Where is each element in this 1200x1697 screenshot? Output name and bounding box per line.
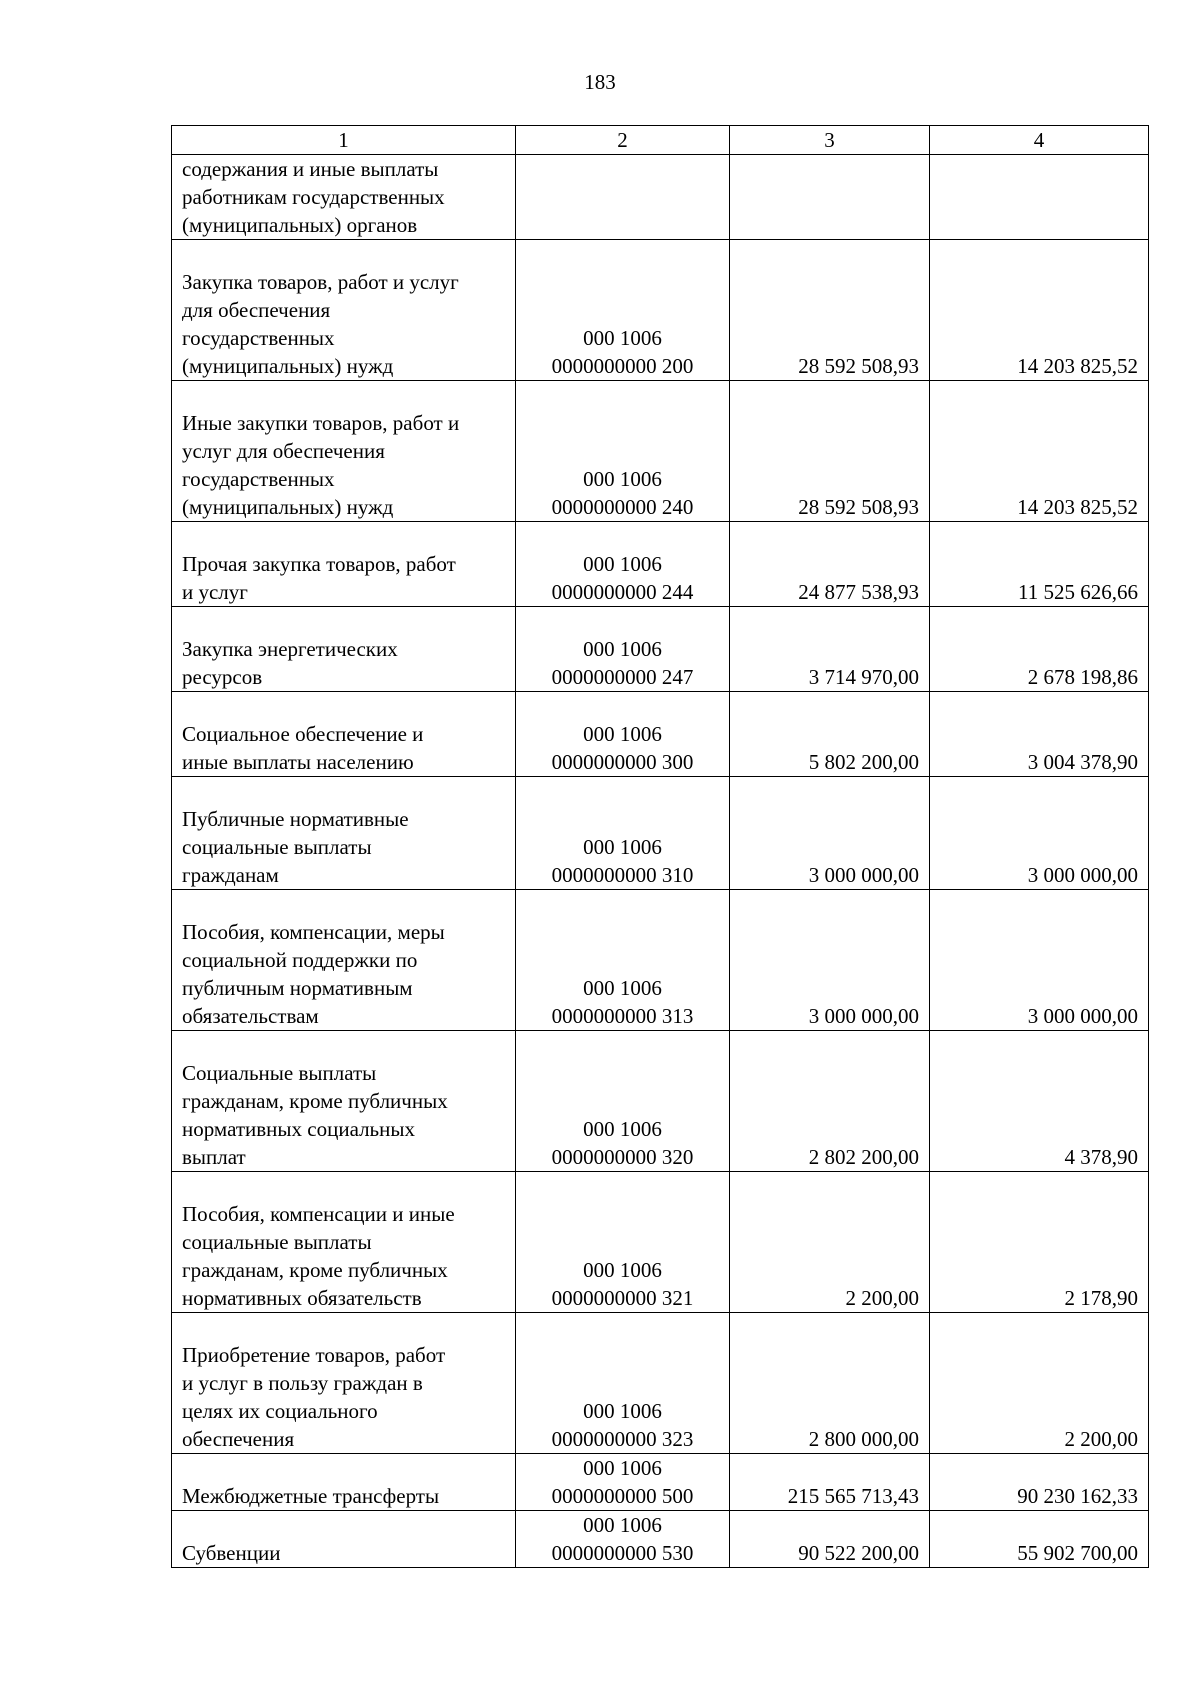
code-line: 000 1006	[583, 1258, 662, 1282]
item-name-line: нормативных социальных	[182, 1117, 415, 1141]
item-name-line: гражданам, кроме публичных	[182, 1089, 448, 1113]
item-name-line: Публичные нормативные	[182, 807, 409, 831]
item-name-line: социальной поддержки по	[182, 948, 418, 972]
amount-col3-cell: 5 802 200,00	[730, 692, 930, 777]
classification-code-cell	[516, 522, 730, 607]
classification-code-cell	[516, 155, 730, 240]
table-row	[172, 607, 1149, 692]
page-number: 183	[584, 70, 616, 94]
item-name-line: содержания и иные выплаты	[182, 157, 439, 181]
classification-code-cell	[516, 607, 730, 692]
item-name-cell	[172, 777, 516, 890]
item-name-line	[182, 777, 505, 805]
item-name-line	[182, 240, 505, 268]
code-line: 000 1006	[583, 976, 662, 1000]
code-line: 0000000000 320	[551, 1145, 694, 1169]
item-name-line: ресурсов	[182, 665, 263, 689]
code-line: 000 1006	[583, 1117, 662, 1141]
item-name-line: иные выплаты населению	[182, 750, 414, 774]
table-row	[172, 522, 1149, 607]
table-body	[172, 126, 1149, 1568]
code-line: 000 1006	[583, 552, 662, 576]
table-row	[172, 1313, 1149, 1454]
amount-col4-cell: 2 200,00	[930, 1313, 1149, 1454]
amount-col4-cell: 4 378,90	[930, 1031, 1149, 1172]
column-header: 1	[172, 126, 516, 155]
amount-col4-cell: 3 000 000,00	[930, 777, 1149, 890]
amount-col4-cell: 2 678 198,86	[930, 607, 1149, 692]
item-name-line: государственных	[182, 467, 335, 491]
amount-col3-cell: 24 877 538,93	[730, 522, 930, 607]
code-line: 0000000000 240	[551, 495, 694, 519]
item-name-line: публичным нормативным	[182, 976, 413, 1000]
amount-col3-cell: 215 565 713,43	[730, 1454, 930, 1511]
item-name-line	[182, 522, 505, 550]
item-name-cell	[172, 1511, 516, 1568]
code-line: 000 1006	[583, 835, 662, 859]
amount-col4-cell: 2 178,90	[930, 1172, 1149, 1313]
classification-code-cell	[516, 240, 730, 381]
column-header: 2	[516, 126, 730, 155]
code-line: 0000000000 530	[551, 1541, 694, 1565]
amount-col4-cell: 11 525 626,66	[930, 522, 1149, 607]
item-name-cell	[172, 1031, 516, 1172]
classification-code-cell	[516, 692, 730, 777]
amount-col3-cell: 2 800 000,00	[730, 1313, 930, 1454]
code-line: 000 1006	[583, 467, 662, 491]
item-name-line	[182, 890, 505, 918]
item-name-line: (муниципальных) нужд	[182, 354, 394, 378]
item-name-line: государственных	[182, 326, 335, 350]
amount-col3-cell: 28 592 508,93	[730, 381, 930, 522]
item-name-cell	[172, 522, 516, 607]
item-name-line: (муниципальных) нужд	[182, 495, 394, 519]
code-line: 000 1006	[583, 722, 662, 746]
table-row	[172, 777, 1149, 890]
item-name-line	[182, 692, 505, 720]
item-name-line: (муниципальных) органов	[182, 213, 418, 237]
item-name-line: нормативных обязательств	[182, 1286, 422, 1310]
item-name-line: для обеспечения	[182, 298, 331, 322]
item-name-line: Закупка энергетических	[182, 637, 398, 661]
table-row	[172, 1511, 1149, 1568]
item-name-line: и услуг в пользу граждан в	[182, 1371, 423, 1395]
column-header: 4	[930, 126, 1149, 155]
table-row	[172, 1454, 1149, 1511]
item-name-line: Закупка товаров, работ и услуг	[182, 270, 459, 294]
item-name-line: Межбюджетные трансферты	[182, 1484, 440, 1508]
code-line: 000 1006	[583, 1399, 662, 1423]
item-name-line	[182, 1172, 505, 1200]
classification-code-cell	[516, 1172, 730, 1313]
table-row	[172, 692, 1149, 777]
item-name-line: работникам государственных	[182, 185, 445, 209]
classification-code-cell	[516, 1454, 730, 1511]
table-row	[172, 1172, 1149, 1313]
item-name-line	[182, 1313, 505, 1341]
item-name-line: обязательствам	[182, 1004, 319, 1028]
table-row	[172, 381, 1149, 522]
classification-code-cell	[516, 777, 730, 890]
code-line: 0000000000 310	[551, 863, 694, 887]
table-row	[172, 240, 1149, 381]
code-line: 0000000000 244	[551, 580, 694, 604]
amount-col3-cell: 3 714 970,00	[730, 607, 930, 692]
classification-code-cell	[516, 381, 730, 522]
item-name-cell	[172, 1172, 516, 1313]
column-header: 3	[730, 126, 930, 155]
table-row	[172, 890, 1149, 1031]
classification-code-cell	[516, 1511, 730, 1568]
item-name-line: гражданам	[182, 863, 279, 887]
item-name-cell	[172, 1313, 516, 1454]
item-name-cell	[172, 692, 516, 777]
item-name-line: Субвенции	[182, 1541, 281, 1565]
code-line: 0000000000 500	[551, 1484, 694, 1508]
amount-col3-cell: 2 200,00	[730, 1172, 930, 1313]
amount-col3-cell: 2 802 200,00	[730, 1031, 930, 1172]
amount-col3-cell: 3 000 000,00	[730, 890, 930, 1031]
code-line: 0000000000 313	[551, 1004, 694, 1028]
item-name-cell	[172, 240, 516, 381]
item-name-line: Социальное обеспечение и	[182, 722, 424, 746]
amount-col4-cell	[930, 155, 1149, 240]
amount-col3-cell: 90 522 200,00	[730, 1511, 930, 1568]
budget-table	[171, 125, 1149, 1568]
item-name-line: Прочая закупка товаров, работ	[182, 552, 456, 576]
classification-code-cell	[516, 1313, 730, 1454]
amount-col4-cell: 3 004 378,90	[930, 692, 1149, 777]
item-name-line: услуг для обеспечения	[182, 439, 385, 463]
amount-col4-cell: 14 203 825,52	[930, 240, 1149, 381]
classification-code-cell	[516, 1031, 730, 1172]
amount-col4-cell: 90 230 162,33	[930, 1454, 1149, 1511]
item-name-cell	[172, 381, 516, 522]
item-name-line: и услуг	[182, 580, 248, 604]
item-name-line: гражданам, кроме публичных	[182, 1258, 448, 1282]
code-line: 000 1006	[583, 326, 662, 350]
item-name-line: Приобретение товаров, работ	[182, 1343, 446, 1367]
item-name-line: Пособия, компенсации, меры	[182, 920, 445, 944]
amount-col3-cell: 28 592 508,93	[730, 240, 930, 381]
item-name-line: Иные закупки товаров, работ и	[182, 411, 460, 435]
item-name-cell	[172, 155, 516, 240]
table-row	[172, 155, 1149, 240]
amount-col3-cell	[730, 155, 930, 240]
code-line: 000 1006	[583, 1456, 662, 1480]
item-name-cell	[172, 1454, 516, 1511]
item-name-line: целях их социального	[182, 1399, 378, 1423]
item-name-line	[182, 1031, 505, 1059]
item-name-line: социальные выплаты	[182, 1230, 372, 1254]
item-name-line: социальные выплаты	[182, 835, 372, 859]
item-name-line: Социальные выплаты	[182, 1061, 377, 1085]
item-name-line: обеспечения	[182, 1427, 295, 1451]
code-line: 000 1006	[583, 1513, 662, 1537]
table-header-row	[172, 126, 1149, 155]
item-name-line: выплат	[182, 1145, 246, 1169]
amount-col4-cell: 3 000 000,00	[930, 890, 1149, 1031]
code-line: 0000000000 200	[551, 354, 694, 378]
item-name-line: Пособия, компенсации и иные	[182, 1202, 455, 1226]
classification-code-cell	[516, 890, 730, 1031]
amount-col3-cell: 3 000 000,00	[730, 777, 930, 890]
code-line: 0000000000 247	[551, 665, 694, 689]
code-line: 0000000000 300	[551, 750, 694, 774]
item-name-line	[182, 381, 505, 409]
item-name-line	[182, 607, 505, 635]
code-line: 000 1006	[583, 637, 662, 661]
amount-col4-cell: 14 203 825,52	[930, 381, 1149, 522]
item-name-cell	[172, 890, 516, 1031]
code-line: 0000000000 321	[551, 1286, 694, 1310]
code-line: 0000000000 323	[551, 1427, 694, 1451]
amount-col4-cell: 55 902 700,00	[930, 1511, 1149, 1568]
item-name-cell	[172, 607, 516, 692]
table-row	[172, 1031, 1149, 1172]
